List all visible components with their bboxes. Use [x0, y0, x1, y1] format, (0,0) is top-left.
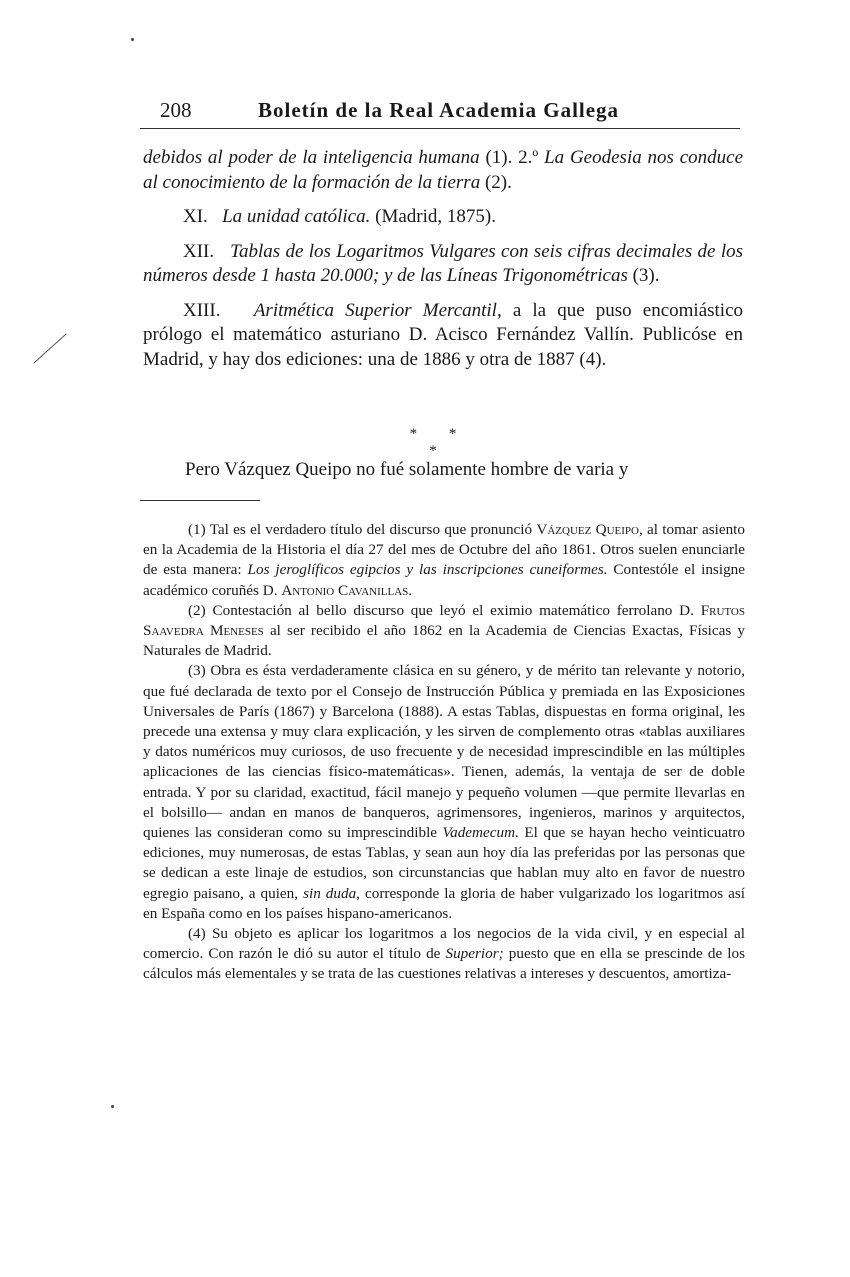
- italic-text: sin duda,: [303, 884, 360, 902]
- text: (3) Obra es ésta verdaderamente clásica en su género, y de mérito tan relevante y notorio, que fué declarada de texto por el Consejo de Instrucción Pública y premiada en las Exposiciones Universales de París (1867) y Barcelona (1888). A estas Tablas, dispuestas en forma original, les precede una extensa y muy clara explicación, y les sirven de complemento otras «tablas auxiliares y datos numéricos muy curiosos, de uso frecuente y de necesidad imprescindible en las múltiples aplicaciones de las ciencias físico-matemáticas». Tienen, además, la ventaja de ser de doble entrada. Y por su claridad, exactitud, fácil manejo y pequeño volumen —que permite llevarlas en el bolsillo— andan en manos de banqueros, agrimensores, ingenieros, marinos y arquitectos, quienes las consideran como su imprescindible: [143, 662, 745, 842]
- footnote-4: [143, 924, 745, 985]
- text: El que se hayan hecho veinticuatro ediciones, muy numerosas, de estas Tablas, y sean aun hoy día las preferidas por las personas que se dedican a este linaje de estudios, son circunstancias que hablan muy alto en favor de nuestro egregio paisano, a quien,: [143, 824, 745, 902]
- italic-text: Vademecum.: [442, 824, 519, 842]
- footnote-rule: [140, 500, 260, 501]
- item-rest: (Madrid, 1875).: [370, 206, 496, 227]
- text: puesto que en ella se prescinde de los cálculos más elementales y se trata de las cuestiones relativas a intereses y descuentos, amortiza-: [143, 945, 745, 983]
- item-number: XIII.: [183, 299, 221, 321]
- resume-paragraph: Pero Vázquez Queipo no fué solamente hombre de varia y: [185, 459, 629, 480]
- text: (2).: [480, 171, 512, 193]
- speck: [131, 38, 134, 41]
- list-item-xiii: [143, 299, 743, 373]
- page-number: 208: [160, 98, 192, 122]
- running-title: Boletín de la Real Academia Gallega: [258, 98, 620, 122]
- list-item-xii: [143, 240, 743, 289]
- header-rule: [140, 128, 740, 129]
- item-title: Aritmética Superior Mercantil,: [253, 299, 502, 321]
- footnote-3: [143, 661, 745, 924]
- item-rest: (3).: [627, 265, 660, 286]
- section-stars: * * *: [409, 426, 471, 459]
- text: Contestóle el insigne académico coruñés D.: [143, 561, 745, 599]
- item-rest: a la que puso encomiástico prólogo el matemático asturiano D. Acisco Fernández Vallín. Publicóse en Madrid, y hay dos ediciones: una de 1886 y otra de 1887 (4).: [143, 299, 744, 370]
- text: .: [408, 581, 413, 599]
- author-name: Frutos Saavedra Meneses: [143, 601, 745, 640]
- author-name: Vázquez Queipo: [536, 521, 639, 538]
- author-name: Antonio Cavanillas: [281, 581, 409, 599]
- footnotes: [143, 520, 745, 985]
- item-number: XII.: [183, 240, 215, 262]
- text: (2) Contestación al bello discurso que leyó el eximio matemático ferrolano D.: [188, 601, 701, 619]
- footnote-2: [143, 601, 745, 662]
- item-title: Tablas de los Logaritmos Vulgares con seis cifras decimales de los números desde 1 hasta 20.000; y de las Líneas Trigonométricas: [143, 240, 743, 286]
- item-title: La unidad católica.: [222, 206, 371, 227]
- text: (1). 2.º: [479, 147, 545, 168]
- italic-text: La Geodesia nos conduce al conocimiento de la formación de la tierra: [143, 147, 744, 193]
- item-number: XI.: [183, 206, 208, 227]
- text: (1) Tal es el verdadero título del discurso que pronunció: [188, 521, 537, 538]
- list-item-xi: [143, 205, 743, 230]
- italic-text: Los jeroglíficos egipcios y las inscripciones cuneiformes.: [247, 561, 608, 579]
- italic-text: Superior;: [445, 945, 504, 963]
- continuation-paragraph: [143, 146, 743, 195]
- margin-mark: [33, 333, 66, 363]
- text: , al tomar asiento en la Academia de la Historia el día 27 del mes de Octubre del año 1861. Otros suelen enunciarle de esta manera:: [143, 521, 745, 579]
- footnote-1: [143, 520, 745, 601]
- text: (4) Su objeto es aplicar los logaritmos a los negocios de la vida civil, y en especial al comercio. Con razón le dió su autor el título de: [143, 925, 745, 963]
- italic-text: debidos al poder de la inteligencia humana: [143, 147, 480, 168]
- speck: [111, 1105, 114, 1108]
- text: al ser recibido el año 1862 en la Academia de Ciencias Exactas, Físicas y Naturales de Madrid.: [143, 622, 745, 660]
- text: corresponde la gloria de haber vulgarizado los logaritmos así en España como en los países hispano-americanos.: [143, 884, 745, 922]
- main-text: [143, 146, 743, 382]
